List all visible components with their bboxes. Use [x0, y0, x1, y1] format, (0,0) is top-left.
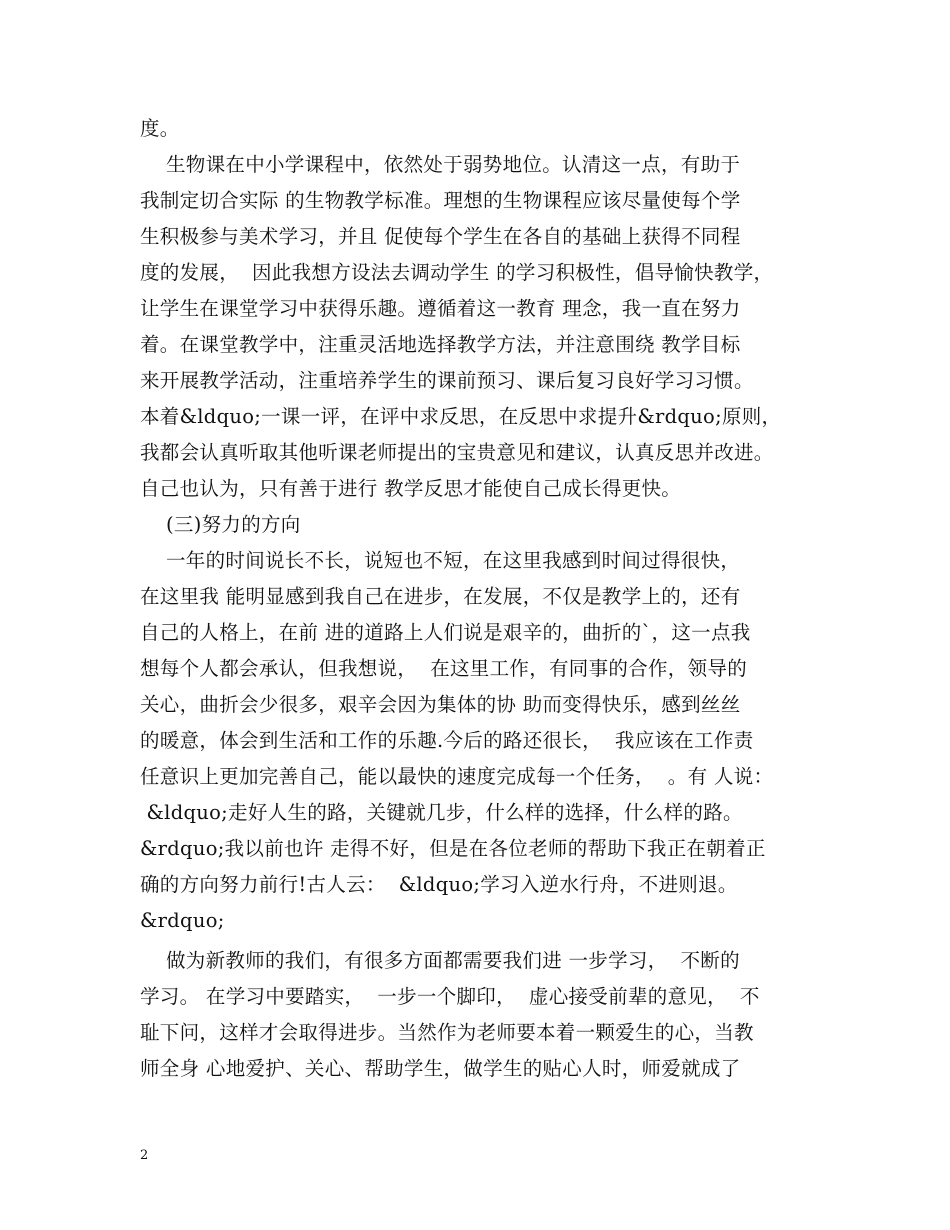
text-line: 任意识上更加完善自己，能以最快的速度完成每一个任务， 。有 人说：	[140, 765, 774, 788]
text-line: 自己的人格上，在前 进的道路上人们说是艰辛的，曲折的`，这一点我	[140, 621, 751, 644]
text-line: 让学生在课堂学习中获得乐趣。遵循着这一教育 理念，我一直在努力	[140, 297, 741, 320]
text-line: 一年的时间说长不长，说短也不短，在这里我感到时间过得很快，	[140, 549, 741, 572]
text-line: 师全身 心地爱护、关心、帮助学生，做学生的贴心人时，师爱就成了	[140, 1057, 741, 1080]
text-line: 来开展教学活动，注重培养学生的课前预习、课后复习良好学习习惯。	[140, 369, 754, 392]
text-line: 度的发展， 因此我想方设法去调动学生 的学习积极性，倡导愉快教学，	[140, 261, 774, 284]
page-number: 2	[140, 1148, 149, 1163]
text-line: &ldquo;走好人生的路，关键就几步，什么样的选择，什么样的路。	[140, 801, 743, 824]
text-line: 度。	[140, 117, 180, 140]
text-line: 耻下问，这样才会取得进步。当然作为老师要本着一颗爱生的心，当教	[140, 1021, 754, 1044]
text-line: 关心，曲折会少很多，艰辛会因为集体的协 助而变得快乐，感到丝丝	[140, 693, 741, 716]
text-line: 学习。 在学习中要踏实， 一步一个脚印， 虚心接受前辈的意见， 不	[140, 985, 760, 1008]
text-line: 我都会认真听取其他听课老师提出的宝贵意见和建议，认真反思并改进。	[140, 441, 774, 464]
text-line: 着。在课堂教学中，注重灵活地选择教学方法，并注意围绕 教学目标	[140, 333, 741, 356]
text-line: 做为新教师的我们，有很多方面都需要我们进 一步学习， 不断的	[140, 949, 740, 972]
text-line: &rdquo;我以前也许 走得不好，但是在各位老师的帮助下我正在朝着正	[140, 837, 766, 860]
text-line: 想每个人都会承认，但我想说， 在这里工作，有同事的合作，领导的	[140, 657, 747, 680]
text-line: 自己也认为，只有善于进行 教学反思才能使自己成长得更快。	[140, 477, 682, 500]
section-heading: (三)努力的方向	[140, 513, 301, 536]
text-line: 在这里我 能明显感到我自己在进步，在发展，不仅是教学上的，还有	[140, 585, 741, 608]
text-line: 我制定切合实际 的生物教学标准。理想的生物课程应该尽量使每个学	[140, 189, 741, 212]
text-line: 生物课在中小学课程中，依然处于弱势地位。认清这一点，有助于	[140, 153, 741, 176]
text-line: 的暖意，体会到生活和工作的乐趣.今后的路还很长， 我应该在工作责	[140, 729, 754, 752]
text-line: 确的方向努力前行!古人云： &ldquo;学习入逆水行舟，不进则退。	[140, 873, 738, 896]
text-line: 生积极参与美术学习，并且 促使每个学生在各自的基础上获得不同程	[140, 225, 741, 248]
text-line: 本着&ldquo;一课一评，在评中求反思，在反思中求提升&rdquo;原则，	[140, 405, 782, 428]
text-line: &rdquo;	[140, 909, 225, 932]
